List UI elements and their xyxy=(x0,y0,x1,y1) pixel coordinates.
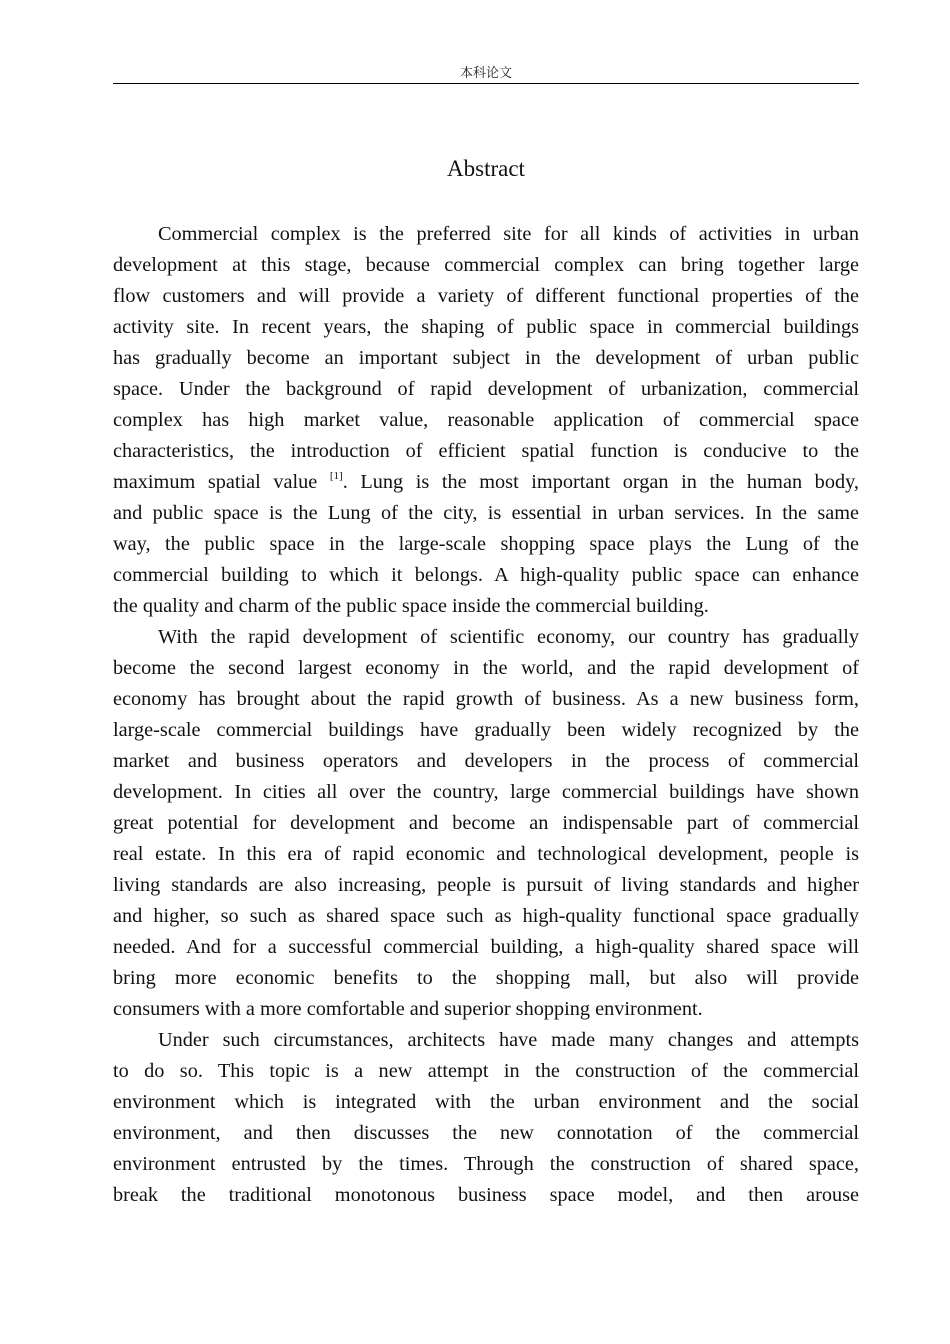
paragraph-3 xyxy=(113,1025,859,1211)
paragraph-2 xyxy=(113,622,859,1025)
text-line: real estate. In this era of rapid economic and technological development, people is xyxy=(113,843,859,865)
text-line: complex has high market value, reasonable application of commercial space xyxy=(113,409,859,431)
text-line: Commercial complex is the preferred site for all kinds of activities in urban xyxy=(158,223,859,245)
abstract-title: Abstract xyxy=(447,156,525,181)
text-line: and higher, so such as shared space such as high-quality functional space gradually xyxy=(113,905,859,927)
text-line: space. Under the background of rapid development of urbanization, commercial xyxy=(113,378,859,400)
text-line: way, the public space in the large-scale shopping space plays the Lung of the xyxy=(113,533,859,555)
text-line: development. In cities all over the country, large commercial buildings have shown xyxy=(113,781,859,803)
text-line: break the traditional monotonous business space model, and then arouse xyxy=(113,1184,859,1206)
text-line: great potential for development and become an indispensable part of commercial xyxy=(113,812,859,834)
text-line: bring more economic benefits to the shopping mall, but also will provide xyxy=(113,967,859,989)
text-line: flow customers and will provide a variety of different functional properties of the xyxy=(113,285,859,307)
header-divider xyxy=(113,83,859,84)
text-line: living standards are also increasing, people is pursuit of living standards and higher xyxy=(113,874,859,896)
text-line: commercial building to which it belongs. A high-quality public space can enhance xyxy=(113,564,859,586)
text-line: development at this stage, because commercial complex can bring together large xyxy=(113,254,859,276)
text-line: needed. And for a successful commercial building, a high-quality shared space will xyxy=(113,936,859,958)
text-line: Under such circumstances, architects have made many changes and attempts xyxy=(158,1029,859,1051)
text-line: environment, and then discusses the new connotation of the commercial xyxy=(113,1122,859,1144)
text-line: to do so. This topic is a new attempt in the construction of the commercial xyxy=(113,1060,859,1082)
page-header: 本科论文 xyxy=(459,65,512,80)
text-line: characteristics, the introduction of efficient spatial function is conducive to the xyxy=(113,440,859,462)
text-line: the quality and charm of the public space inside the commercial building. xyxy=(113,595,709,617)
text-line: large-scale commercial buildings have gradually been widely recognized by the xyxy=(113,719,859,741)
text-line: activity site. In recent years, the shaping of public space in commercial buildings xyxy=(113,316,859,338)
citation-ref: [1] xyxy=(329,470,343,482)
text-line: economy has brought about the rapid growth of business. As a new business form, xyxy=(113,688,859,710)
text-line: environment entrusted by the times. Through the construction of shared space, xyxy=(113,1153,859,1175)
text-line: environment which is integrated with the urban environment and the social xyxy=(113,1091,859,1113)
text-line: become the second largest economy in the world, and the rapid development of xyxy=(113,657,859,679)
text-line-with-citation: maximum spatial value [1]. Lung is the most important organ in the human body, xyxy=(113,470,859,493)
text-line: and public space is the Lung of the city, is essential in urban services. In the same xyxy=(113,502,859,524)
text-line: consumers with a more comfortable and superior shopping environment. xyxy=(113,998,703,1020)
text-line: market and business operators and developers in the process of commercial xyxy=(113,750,859,772)
text-line: With the rapid development of scientific economy, our country has gradually xyxy=(158,626,859,648)
paragraph-1 xyxy=(113,219,859,622)
text-line: has gradually become an important subject in the development of urban public xyxy=(113,347,859,369)
abstract-body xyxy=(113,219,859,1211)
